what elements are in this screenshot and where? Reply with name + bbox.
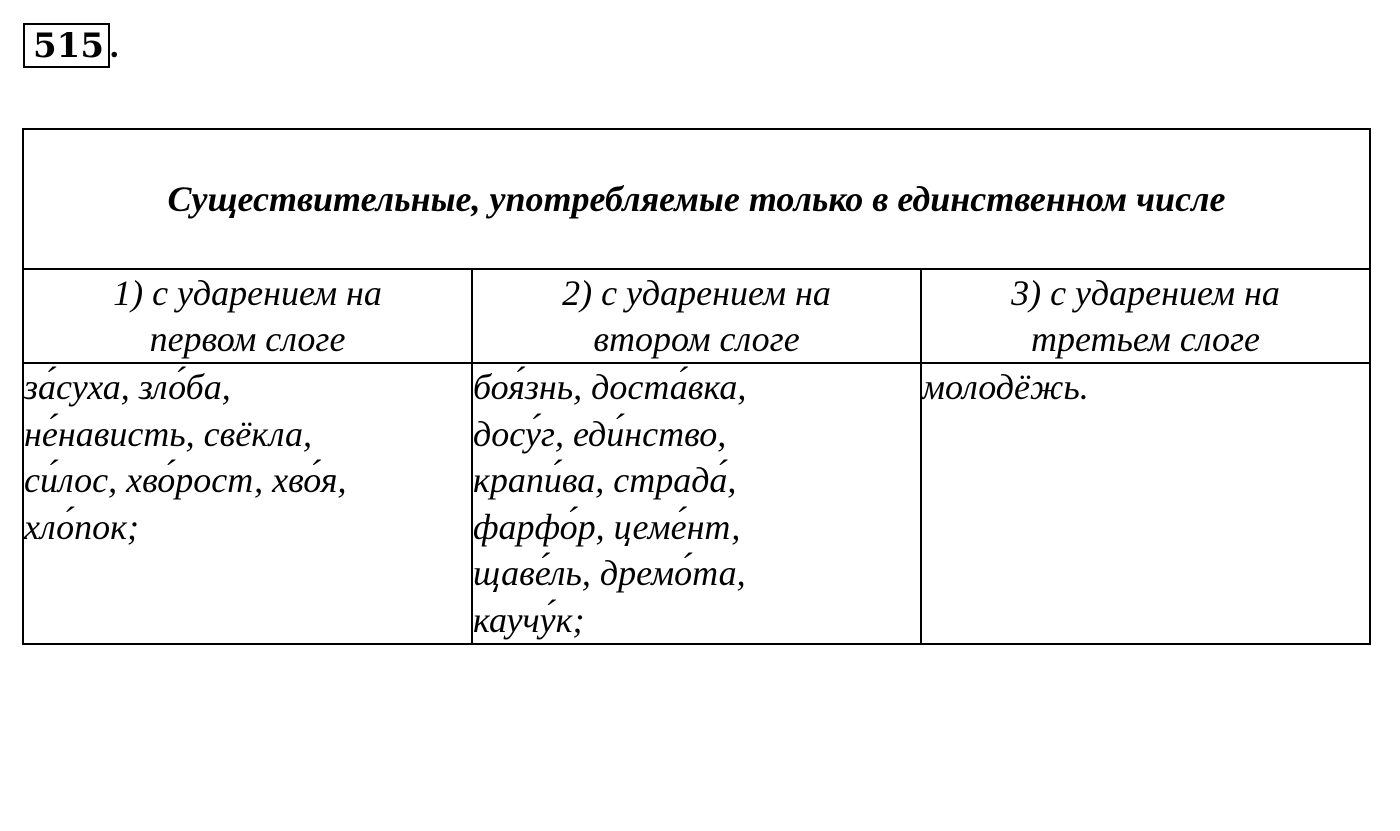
word-line: не́нависть, свёкла,: [24, 413, 312, 454]
word-line: за́суха, зло́ба,: [24, 367, 231, 407]
exercise-number-text: 515: [33, 25, 104, 66]
exercise-number: [23, 23, 118, 68]
table-words-row: [23, 363, 1370, 644]
nouns-table: [22, 128, 1371, 645]
column-header-first-syllable: [23, 269, 472, 363]
column-header-line: 1) с ударением на: [113, 273, 382, 313]
column-header-third-syllable: [921, 269, 1370, 363]
column-header-line: 2) с ударением на: [562, 273, 831, 313]
word-line: боя́знь, доста́вка,: [473, 367, 747, 407]
exercise-number-dot: .: [109, 27, 119, 65]
column-header-line: третьем слоге: [1030, 319, 1261, 359]
table-header-row: [23, 269, 1370, 363]
words-first-syllable: [23, 363, 472, 644]
column-header-line: первом слоге: [149, 319, 346, 359]
words-third-syllable: [921, 363, 1370, 644]
word-line: щаве́ль, дремо́та,: [473, 553, 746, 593]
table-title: Существительные, употребляемые только в единственном числе: [23, 129, 1370, 269]
words-second-syllable: [472, 363, 921, 644]
column-header-line: 3) с ударением на: [1011, 273, 1280, 313]
column-header-second-syllable: [472, 269, 921, 363]
table-title-row: [23, 129, 1370, 269]
exercise-number-box: [23, 23, 110, 68]
word-line: фарфо́р, цеме́нт,: [473, 506, 741, 547]
word-line: молодёжь.: [922, 367, 1089, 407]
word-line: каучу́к;: [473, 599, 585, 640]
word-line: крапи́ва, страда́,: [473, 460, 737, 500]
word-line: досу́г, еди́нство,: [473, 413, 727, 454]
word-line: хло́пок;: [24, 506, 139, 547]
column-header-line: втором слоге: [593, 319, 800, 359]
word-line: си́лос, хво́рост, хво́я,: [24, 460, 347, 500]
